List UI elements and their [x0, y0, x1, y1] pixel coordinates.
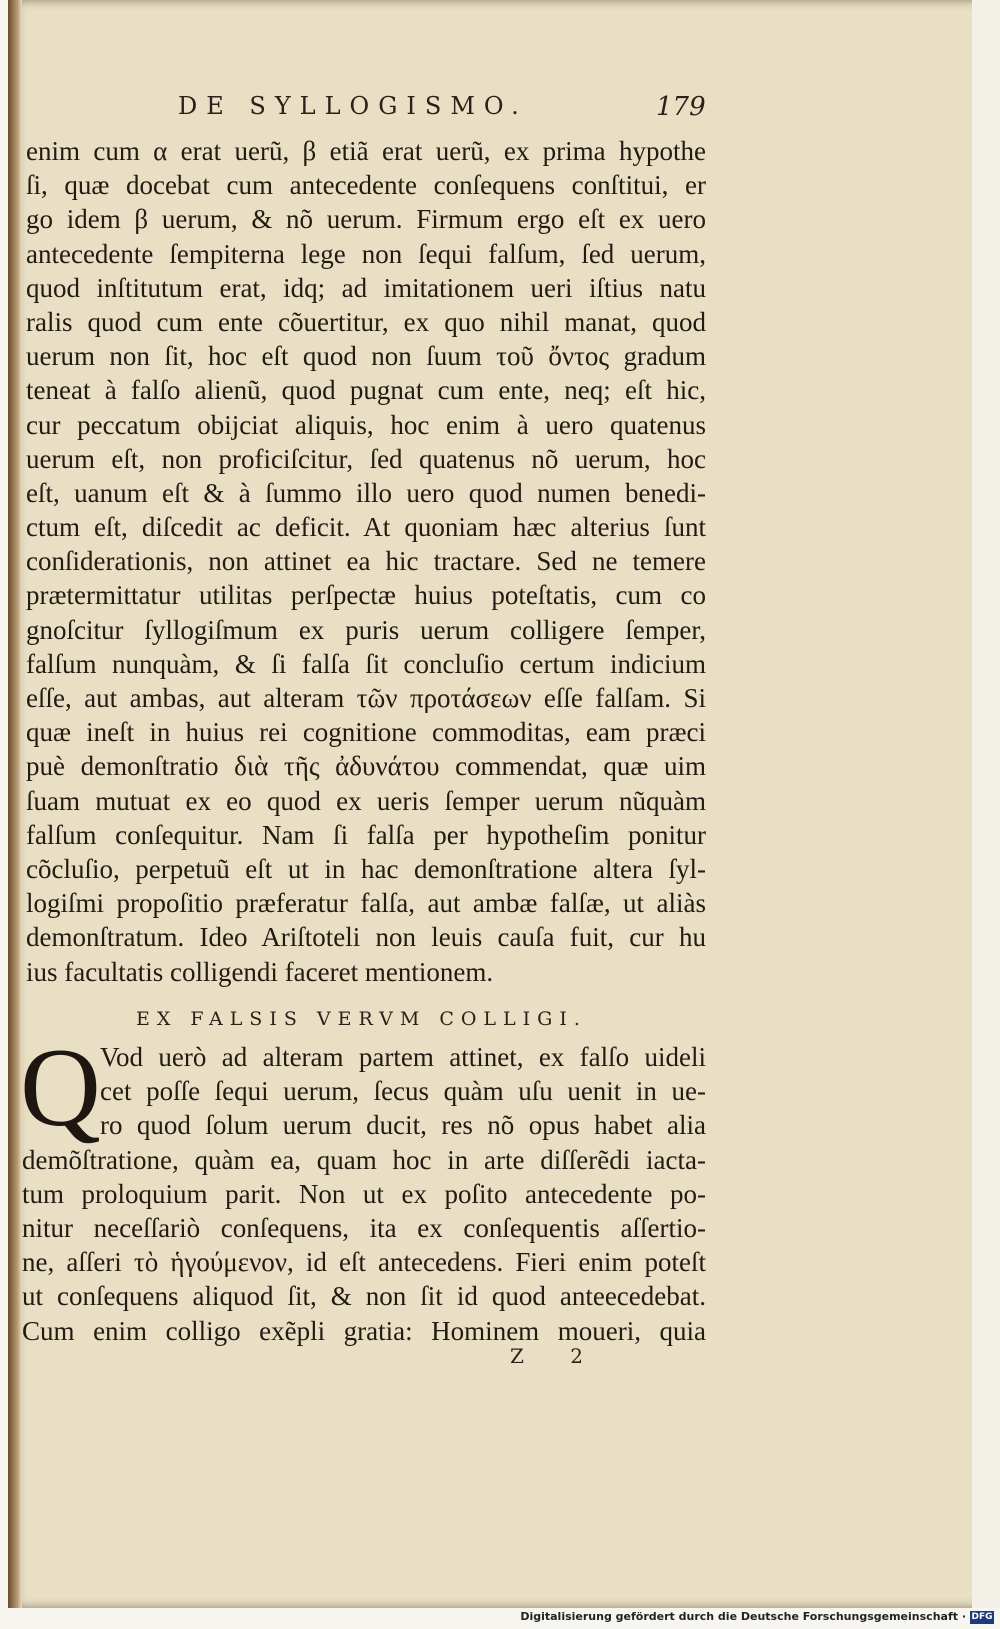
text-line: eſt, uanum eſt & à ſummo illo uero quod numen benedi-: [26, 477, 706, 508]
text-line: falſum nunquàm, & ſi falſa ſit concluſio certum indicium: [26, 648, 706, 679]
text-line: quod inſtitutum erat, idq; ad imitationem ueri iſtius natu: [26, 272, 706, 303]
scan-margin: [972, 0, 1000, 1608]
text-line: prætermittatur utilitas perſpectæ huius poteſtatis, cum co: [26, 580, 706, 611]
text-line: ſuam mutuat ex eo quod ex ueris ſemper uerum nũquàm: [26, 785, 706, 816]
text-line: tum proloquium parit. Non ut ex poſito antecedente po-: [22, 1178, 706, 1209]
text-line: demõſtratione, quàm ea, quam hoc in arte diſſerẽdi iacta-: [22, 1144, 706, 1175]
text-line: quæ ineſt in huius rei cognitione commoditas, eam præci: [26, 717, 706, 748]
text-line: antecedente ſempiterna lege non ſequi falſum, ſed uerum,: [26, 238, 706, 269]
signature-mark: Z 2: [510, 1344, 603, 1368]
text-line: ius facultatis colligendi faceret mentionem.: [26, 956, 494, 987]
text-line: uerum non ſit, hoc eſt quod non ſuum τοῦ ὄντος gradum: [26, 341, 706, 372]
text-line: gnoſcitur ſyllogiſmum ex puris uerum colligere ſemper,: [26, 614, 706, 645]
text-line: ctum eſt, diſcedit ac deficit. At quoniam hæc alterius ſunt: [26, 512, 706, 543]
text-line: Vod uerò ad alteram partem attinet, ex falſo uideli: [100, 1042, 706, 1072]
page-number: 179: [656, 92, 706, 122]
text-line: ut conſequens aliquod ſit, & non ſit id quod anteecedebat.: [22, 1281, 706, 1312]
text-line: uerum eſt, non proficiſcitur, ſed quatenus nõ uerum, hoc: [26, 443, 706, 474]
text-line: Cum enim colligo exẽpli gratia: Hominem moueri, quia: [22, 1315, 706, 1346]
text-line: nitur neceſſariò conſequens, ita ex conſequentis aſſertio-: [22, 1212, 706, 1243]
text-line: cet poſſe ſequi uerum, ſecus quàm uſu uenit in ue-: [100, 1076, 706, 1107]
footer-credit: Digitalisierung gefördert durch die Deutsche Forschungsgemeinschaft ·: [520, 1610, 966, 1623]
dfg-logo: DFG: [971, 1612, 993, 1622]
text-line: enim cum α erat uerũ, β etiã erat uerũ, ex prima hypothe: [26, 136, 706, 166]
section-heading: EX FALSIS VERVM COLLIGI.: [136, 1008, 587, 1030]
paragraph-1: [26, 134, 706, 989]
text-line: ne, aſſeri τὸ ἡγούμενον, id eſt antecedens. Fieri enim poteſt: [22, 1247, 706, 1278]
text-line: ſi, quæ docebat cum antecedente conſequens conſtitui, er: [26, 170, 706, 201]
digitization-footer: [0, 1608, 1000, 1629]
text-line: conſiderationis, non attinet ea hic tractare. Sed ne temere: [26, 546, 706, 577]
text-line: falſum conſequitur. Nam ſi falſa per hypotheſim ponitur: [26, 819, 706, 850]
text-line: ro quod ſolum uerum ducit, res nõ opus habet alia: [100, 1110, 706, 1141]
running-head: DE SYLLOGISMO.: [178, 92, 528, 120]
text-line: demonſtratum. Ideo Ariſtoteli non leuis cauſa fuit, cur hu: [26, 922, 706, 953]
paragraph-2: [20, 1026, 706, 1348]
text-line: cõcluſio, perpetuũ eſt ut in hac demonſtratione altera ſyl-: [26, 853, 706, 884]
text-line: go idem β uerum, & nõ uerum. Firmum ergo eſt ex uero: [26, 204, 706, 235]
text-line: logiſmi propoſitio præferatur falſa, aut ambæ falſæ, ut aliàs: [26, 888, 706, 919]
text-line: ralis quod cum ente cõuertitur, ex quo nihil manat, quod: [26, 306, 706, 337]
text-line: eſſe, aut ambas, aut alteram τῶν προτάσεων eſſe falſam. Si: [26, 683, 706, 713]
drop-cap-initial: Q: [20, 1026, 101, 1150]
text-line: puè demonſtratio διὰ τῆς ἀδυνάτου commendat, quæ uim: [26, 751, 706, 782]
page-gutter: [8, 0, 22, 1608]
text-line: cur peccatum obijciat aliquis, hoc enim à uero quatenus: [26, 409, 706, 440]
text-line: teneat à falſo alienũ, quod pugnat cum ente, neq; eſt hic,: [26, 375, 706, 406]
